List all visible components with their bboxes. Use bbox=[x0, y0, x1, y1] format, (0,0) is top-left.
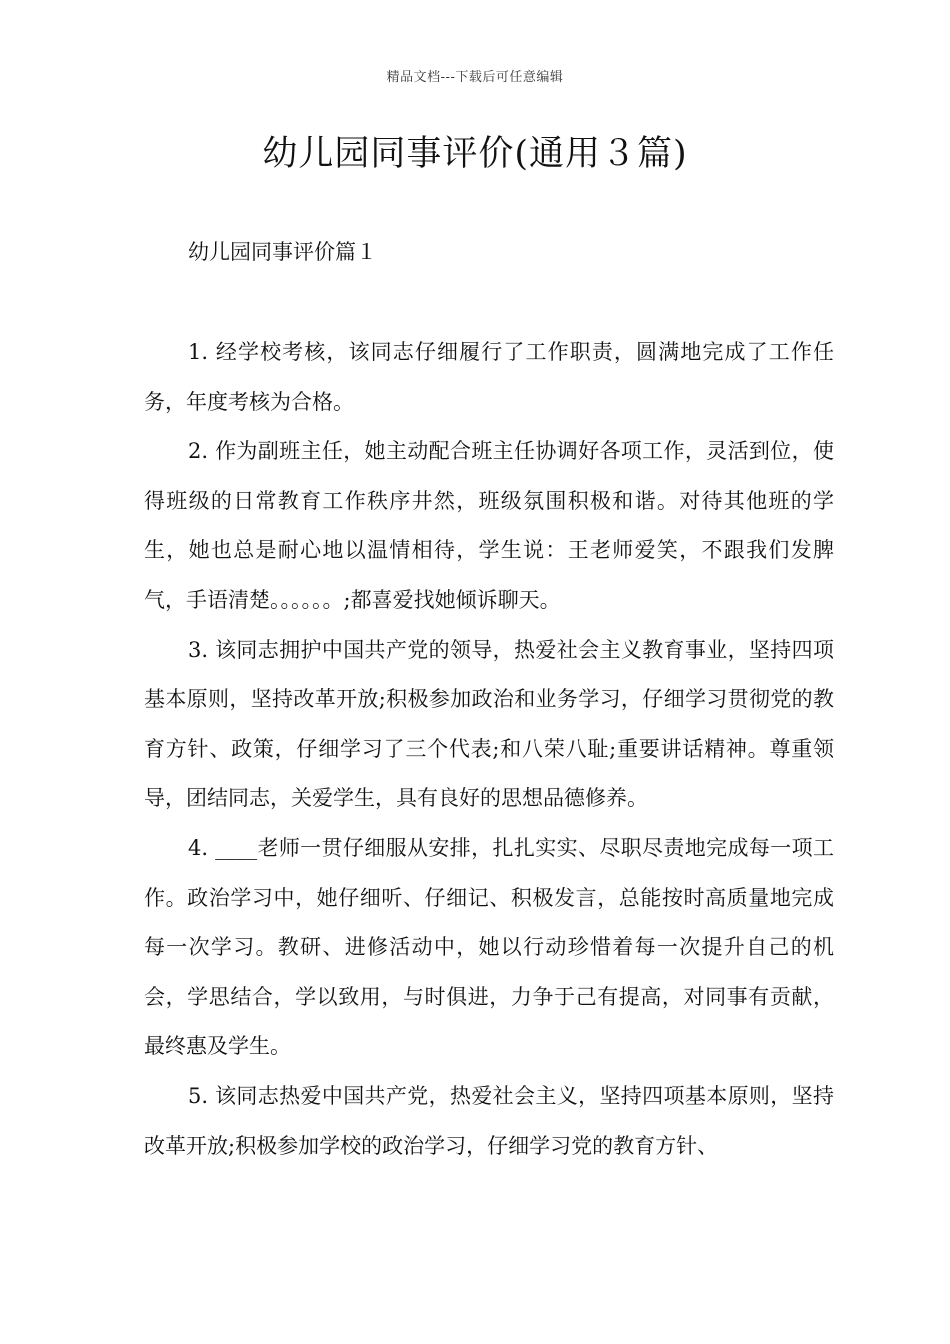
paragraph-5: 5. 该同志热爱中国共产党，热爱社会主义，坚持四项基本原则，坚持改革开放;积极参加学校的政治学习，仔细学习党的教育方针、 bbox=[144, 1083, 834, 1158]
document-title: 幼儿园同事评价(通用３篇) bbox=[262, 134, 688, 174]
header-note: 精品文档---下载后可任意编辑 bbox=[386, 70, 564, 85]
document-body bbox=[144, 328, 834, 1171]
paragraph-4: 4. ____老师一贯仔细服从安排，扎扎实实、尽职尽责地完成每一项工作。政治学习中，她仔细听、仔细记、积极发言，总能按时高质量地完成每一次学习。教研、进修活动中，她以行动珍惜着每一次提升自己的机会，学思结合，学以致用，与时俱进，力争于己有提高，对同事有贡献，最终惠及学生。 bbox=[144, 835, 834, 1059]
paragraph-1: 1. 经学校考核，该同志仔细履行了工作职责，圆满地完成了工作任务，年度考核为合格。 bbox=[144, 340, 834, 414]
paragraph-2: 2. 作为副班主任，她主动配合班主任协调好各项工作，灵活到位，使得班级的日常教育工作秩序井然，班级氛围积极和谐。对待其他班的学生，她也总是耐心地以温情相待，学生说：王老师爱笑，不跟我们发脾气，手语清楚。。。。。。;都喜爱找她倾诉聊天。 bbox=[144, 439, 834, 612]
section-heading: 幼儿园同事评价篇１ bbox=[188, 240, 377, 264]
paragraph-3: 3. 该同志拥护中国共产党的领导，热爱社会主义教育事业，坚持四项基本原则，坚持改革开放;积极参加政治和业务学习，仔细学习贯彻党的教育方针、政策，仔细学习了三个代表;和八荣八耻;重要讲话精神。尊重领导，团结同志，关爱学生，具有良好的思想品德修养。 bbox=[144, 637, 834, 811]
